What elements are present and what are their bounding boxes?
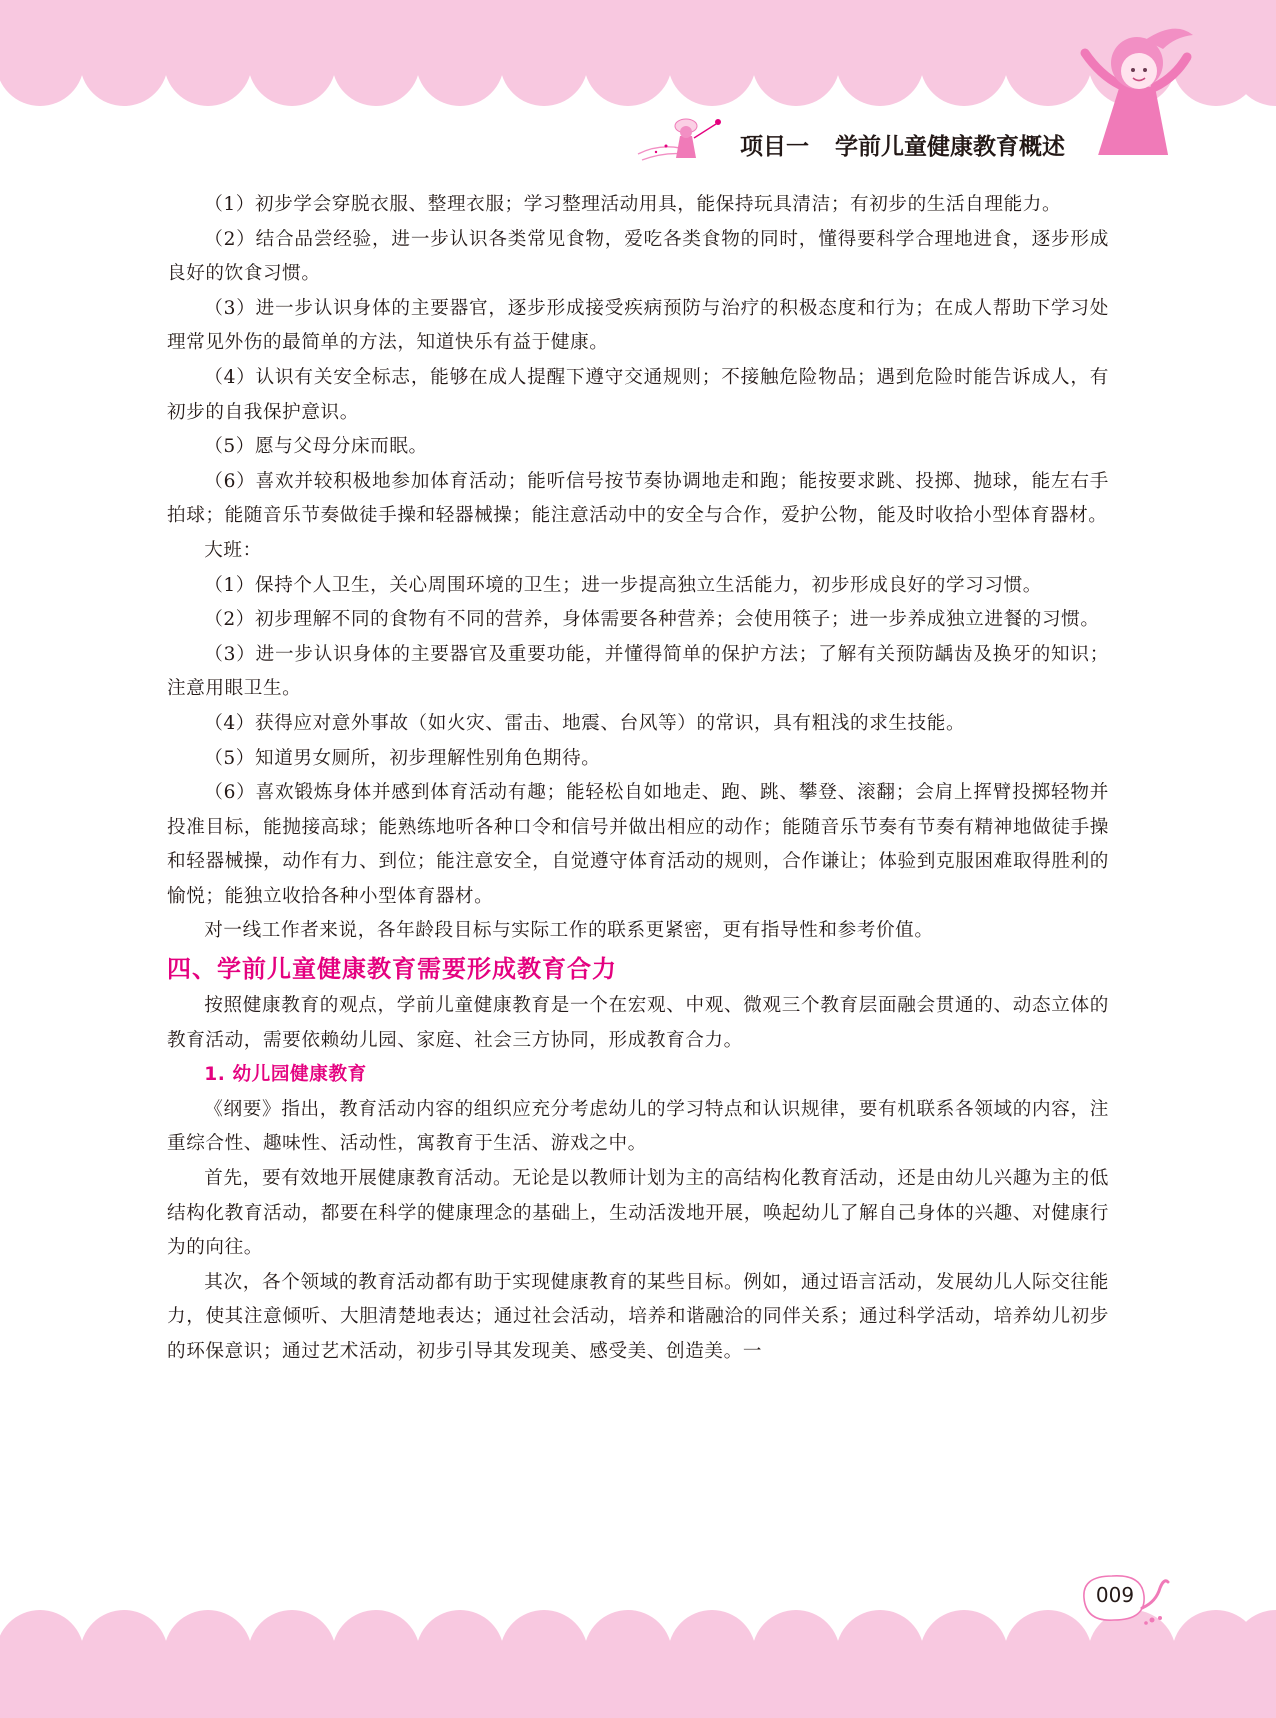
page-body — [167, 188, 1109, 1370]
section-heading: 四、学前儿童健康教育需要形成教育合力 — [167, 955, 617, 984]
sub-heading: 1. 幼儿园健康教育 — [204, 1064, 367, 1086]
flying-girl-illustration — [1075, 15, 1195, 155]
paragraph: （5）愿与父母分床而眠。 — [204, 436, 428, 458]
paragraph: （2）初步理解不同的食物有不同的营养，身体需要各种营养；会使用筷子；进一步养成独立进餐的习惯。 — [204, 609, 1100, 631]
running-header — [740, 128, 1065, 161]
paragraph: 其次，各个领域的教育活动都有助于实现健康教育的某些目标。例如，通过语言活动，发展幼儿人际交往能力，使其注意倾听、大胆清楚地表达；通过社会活动，培养和谐融洽的同伴关系；通过科学活动，培养幼儿初步的环保意识；通过艺术活动，初步引导其发现美、感受美、创造美。一 — [167, 1271, 1109, 1362]
paragraph: 大班： — [204, 539, 262, 561]
paragraph: （6）喜欢锻炼身体并感到体育活动有趣；能轻松自如地走、跑、跳、攀登、滚翻；会肩上挥臂投掷轻物并投准目标，能抛接高球；能熟练地听各种口令和信号并做出相应的动作；能随音乐节奏有节奏有精神地做徒手操和轻器械操，动作有力、到位；能注意安全，自觉遵守体育活动的规则，合作谦让；体验到克服困难取得胜利的愉悦；能独立收拾各种小型体育器材。 — [167, 782, 1109, 907]
paragraph: 对一线工作者来说，各年龄段目标与实际工作的联系更紧密，更有指导性和参考价值。 — [204, 920, 934, 942]
paragraph: （3）进一步认识身体的主要器官及重要功能，并懂得简单的保护方法；了解有关预防龋齿及换牙的知识；注意用眼卫生。 — [167, 643, 1109, 700]
paragraph: 《纲要》指出，教育活动内容的组织应充分考虑幼儿的学习特点和认识规律，要有机联系各领域的内容，注重综合性、趣味性、活动性，寓教育于生活、游戏之中。 — [167, 1098, 1109, 1155]
paragraph: （1）初步学会穿脱衣服、整理衣服；学习整理活动用具，能保持玩具清洁；有初步的生活自理能力。 — [204, 194, 1062, 215]
header-chapter-title: 学前儿童健康教育概述 — [835, 134, 1065, 160]
paragraph: （5）知道男女厕所，初步理解性别角色期待。 — [204, 747, 601, 769]
section-intro: 按照健康教育的观点，学前儿童健康教育是一个在宏观、中观、微观三个教育层面融会贯通的、动态立体的教育活动，需要依赖幼儿园、家庭、社会三方协同，形成教育合力。 — [167, 995, 1109, 1051]
paragraph: （4）获得应对意外事故（如火灾、雷击、地震、台风等）的常识，具有粗浅的求生技能。 — [204, 712, 966, 734]
paragraph: 首先，要有效地开展健康教育活动。无论是以教师计划为主的高结构化教育活动，还是由幼儿兴趣为主的低结构化教育活动，都要在科学的健康理念的基础上，生动活泼地开展，唤起幼儿了解自己身体的兴趣、对健康行为的向往。 — [167, 1168, 1109, 1259]
paragraph: （3）进一步认识身体的主要器官，逐步形成接受疾病预防与治疗的积极态度和行为；在成人帮助下学习处理常见外伤的最简单的方法，知道快乐有益于健康。 — [167, 297, 1109, 354]
page-number: 009 — [1095, 1583, 1135, 1607]
fairy-illustration — [636, 108, 728, 166]
paragraph: （4）认识有关安全标志，能够在成人提醒下遵守交通规则；不接触危险物品；遇到危险时能告诉成人，有初步的自我保护意识。 — [167, 366, 1109, 423]
paragraph: （6）喜欢并较积极地参加体育活动；能听信号按节奏协调地走和跑；能按要求跳、投掷、抛球，能左右手拍球；能随音乐节奏做徒手操和轻器械操；能注意活动中的安全与合作，爱护公物，能及时收拾小型体育器材。 — [167, 470, 1109, 527]
paragraph: （2）结合品尝经验，进一步认识各类常见食物，爱吃各类食物的同时，懂得要科学合理地进食，逐步形成良好的饮食习惯。 — [167, 228, 1109, 285]
header-project: 项目一 — [740, 134, 809, 160]
sub-heading-line — [167, 1058, 1109, 1093]
paragraph: （1）保持个人卫生，关心周围环境的卫生；进一步提高独立生活能力，初步形成良好的学习习惯。 — [204, 574, 1042, 596]
